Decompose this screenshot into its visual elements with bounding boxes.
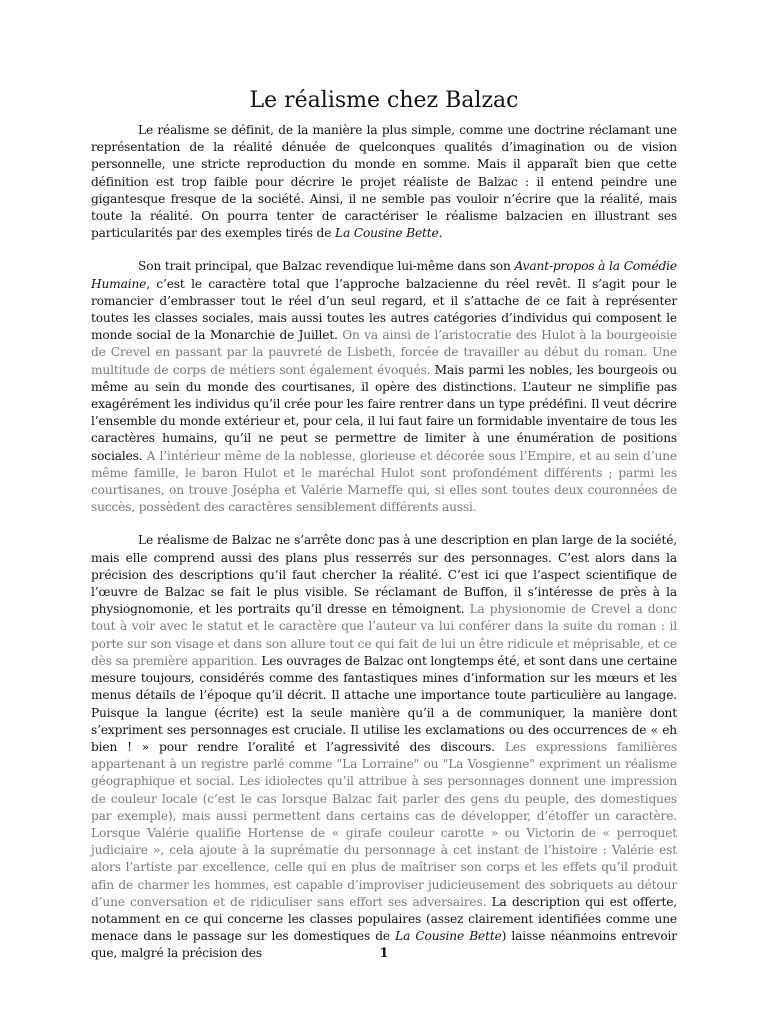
page-number: 1 xyxy=(379,946,389,961)
example-passage: Les expressions familières appartenant à un registre parlé comme "La Lorraine" ou "La Vosgienne" expriment un réalisme géographique et social. Les idiolectes qu’il attribue à ses personnages donnent une impression de couleur locale (c’est le cas lorsque Balzac fait parler des gens du peuple, des domestiques par exemple), mais aussi permettent dans certains cas de développer, d’étoffer un caractère. Lorsque Valérie qualifie Hortense de « girafe couleur carotte » ou Victorin de « perroquet judiciaire », cela ajoute à la suprématie du personnage à cet instant de l’histoire : Valérie est alors l’artiste par excellence, celle qui en plus de maîtriser son corps et les effets qu’il produit afin de charmer les hommes, est capable d’improviser judicieusement des sobriquets au détour d’une conversation et de ridiculiser sans effort ses adversaires. xyxy=(91,739,678,909)
text-run: Mais parmi les nobles, les bourgeois ou même au sein du monde des courtisanes, il opère des distinctions. L’auteur ne simplifie pas exagérément les individus qu’il crée pour les faire rentrer dans un type prédéfini. Il veut décrire l’ensemble du monde extérieur et, pour cela, il lui faut faire un formidable inventaire de tous les caractères humains, qu’il ne peut se permettre de limiter à une énumération de positions sociales. xyxy=(91,362,677,463)
text-run: Le réalisme se définit, de la manière la plus simple, comme une doctrine réclamant une représentation de la réalité dénuée de quelconques qualités d’imagination ou de vision personnelle, une stricte reproduction du monde en somme. Mais il apparaît bien que cette définition est trop faible pour décrire le projet réaliste de Balzac : il entend peindre une gigantesque fresque de la société. Ainsi, il ne semble pas vouloir n’écrire que la réalité, mais toute la réalité. On pourra tenter de caractériser le réalisme balzacien en illustrant ses particularités par des exemples tirés de xyxy=(91,123,677,241)
example-passage: On va ainsi de l’aristocratie des Hulot à la bourgeoisie de Crevel en passant par la pauvreté de Lisbeth, forcée de travailler au début du roman. Une multitude de corps de métiers sont également évoqués. xyxy=(91,328,677,377)
text-run: La description qui est offerte, notamment en ce qui concerne les classes populaires (assez clairement identifiées comme une menace dans le passage sur les domestiques de xyxy=(91,894,677,944)
page-title: Le réalisme chez Balzac xyxy=(249,88,519,113)
book-title: La Cousine Bette xyxy=(395,929,502,944)
text-run: Le réalisme de Balzac ne s’arrête donc pas à une description en plan large de la société, mais elle comprend aussi des plans plus resserrés sur des personnages. C’est alors dans la précision des descriptions qu’il faut chercher la réalité. C’est ici que l’aspect scientifique de l’œuvre de Balzac se fait le plus visible. Se réclamant de Buffon, il s’intéresse de près à la physiognomonie, et les portraits qu’il dresse en témoignent. xyxy=(91,533,677,617)
text-run: , c’est le caractère total que l’approche balzacienne du réel revêt. Il s’agit pour le romancier d’embrasser tout le réel d’un seul regard, et il s’attache de ce fait à représenter toutes les classes sociales, mais aussi toutes les autres catégories d’individus qui composent le monde social de la Monarchie de Juillet. xyxy=(91,276,677,343)
text-run: Son trait principal, que Balzac revendique lui-même dans son xyxy=(138,259,515,274)
text-run: . xyxy=(438,226,443,241)
example-passage: La physionomie de Crevel a donc tout à voir avec le statut et le caractère que l’auteur va lui conférer dans la suite du roman : il porte sur son visage et dans son allure tout ce qui fait de lui un être ridicule et méprisable, et ce dès sa première apparition. xyxy=(91,602,677,668)
text-run: ) laisse néanmoins entrevoir que, malgré la précision des xyxy=(91,929,677,961)
book-title: La Cousine Bette xyxy=(335,226,439,241)
document-body xyxy=(91,122,677,979)
work-title: Avant-propos à la Comédie Humaine xyxy=(91,259,677,291)
text-run: Les ouvrages de Balzac ont longtemps été, et sont dans une certaine mesure toujours, considérés comme des fantastiques mines d’information sur les mœurs et les menus détails de l’époque qu’il décrit. Il attache une importance toute particulière au langage. Puisque la langue (écrite) est la seule manière qu’il a de communiquer, la manière dont s’expriment ses personnages est cruciale. Il utilise les exclamations ou des occurrences de « eh bien ! » pour rendre l’oralité et l’agressivité des discours. xyxy=(91,653,678,754)
paragraph-3 xyxy=(91,532,677,962)
paragraph-2 xyxy=(91,258,677,516)
paragraph-1 xyxy=(91,122,677,242)
example-passage: A l’intérieur même de la noblesse, glorieuse et décorée sous l’Empire, et au sein d’une même famille, le baron Hulot et le maréchal Hulot sont profondément différents ; parmi les courtisanes, on trouve Josépha et Valérie Marneffe qui, si elles sont toutes deux couronnées de succès, possèdent des caractères sensiblement différents aussi. xyxy=(91,448,677,515)
